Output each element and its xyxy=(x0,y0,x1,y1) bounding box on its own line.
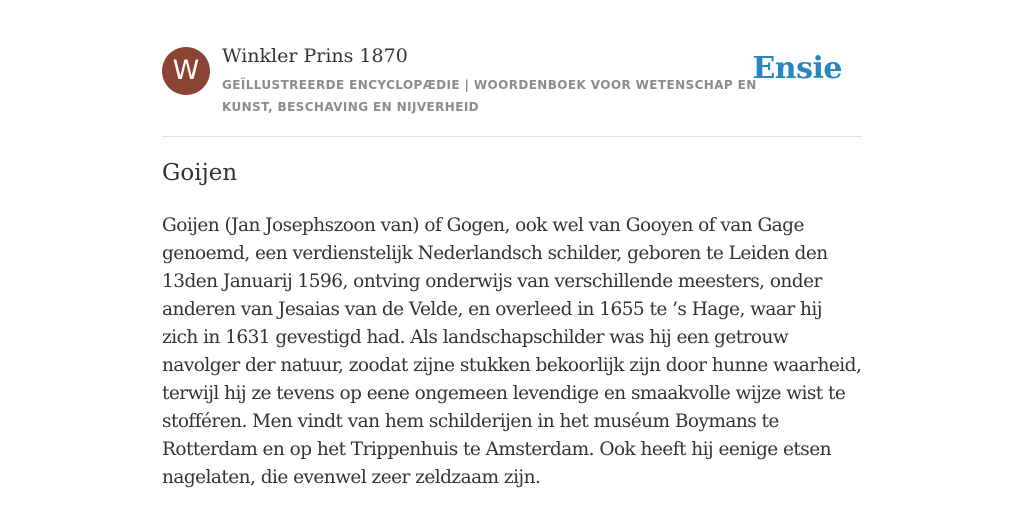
brand-logo-link[interactable]: Ensie xyxy=(752,51,842,86)
source-avatar[interactable]: W xyxy=(162,47,210,95)
entry-body: Goijen (Jan Josephszoon van) of Gogen, ook wel van Gooyen of van Gage genoemd, een verdienstelijk Nederlandsch schilder, geboren te Leiden den 13den Januarij 1596, ontving onderwijs van verschillende meesters, onder anderen van Jesaias van de Velde, en overleed in 1655 te ’s Hage, waar hij zich in 1631 gevestigd had. Als landschapschilder was hij een getrouw navolger der natuur, zoodat zijne stukken bekoorlijk zijn door hunne waarheid, terwijl hij ze tevens op eene ongemeen levendige en smaakvolle wijze wist te stofféren. Men vindt van hem schilderijen in het muséum Boymans te Rotterdam en op het Trippenhuis te Amsterdam. Ook heeft hij eenige etsen nagelaten, die evenwel zeer zeldzaam zijn. xyxy=(162,215,862,488)
source-title[interactable]: Winkler Prins 1870 xyxy=(222,45,408,67)
source-header xyxy=(162,44,862,137)
entry-title: Goijen xyxy=(162,160,238,186)
source-subtitle: GEÏLLUSTREERDE ENCYCLOPÆDIE | WOORDENBOEK VOOR WETENSCHAP EN KUNST, BESCHAVING EN NIJVERHEID xyxy=(222,78,757,114)
